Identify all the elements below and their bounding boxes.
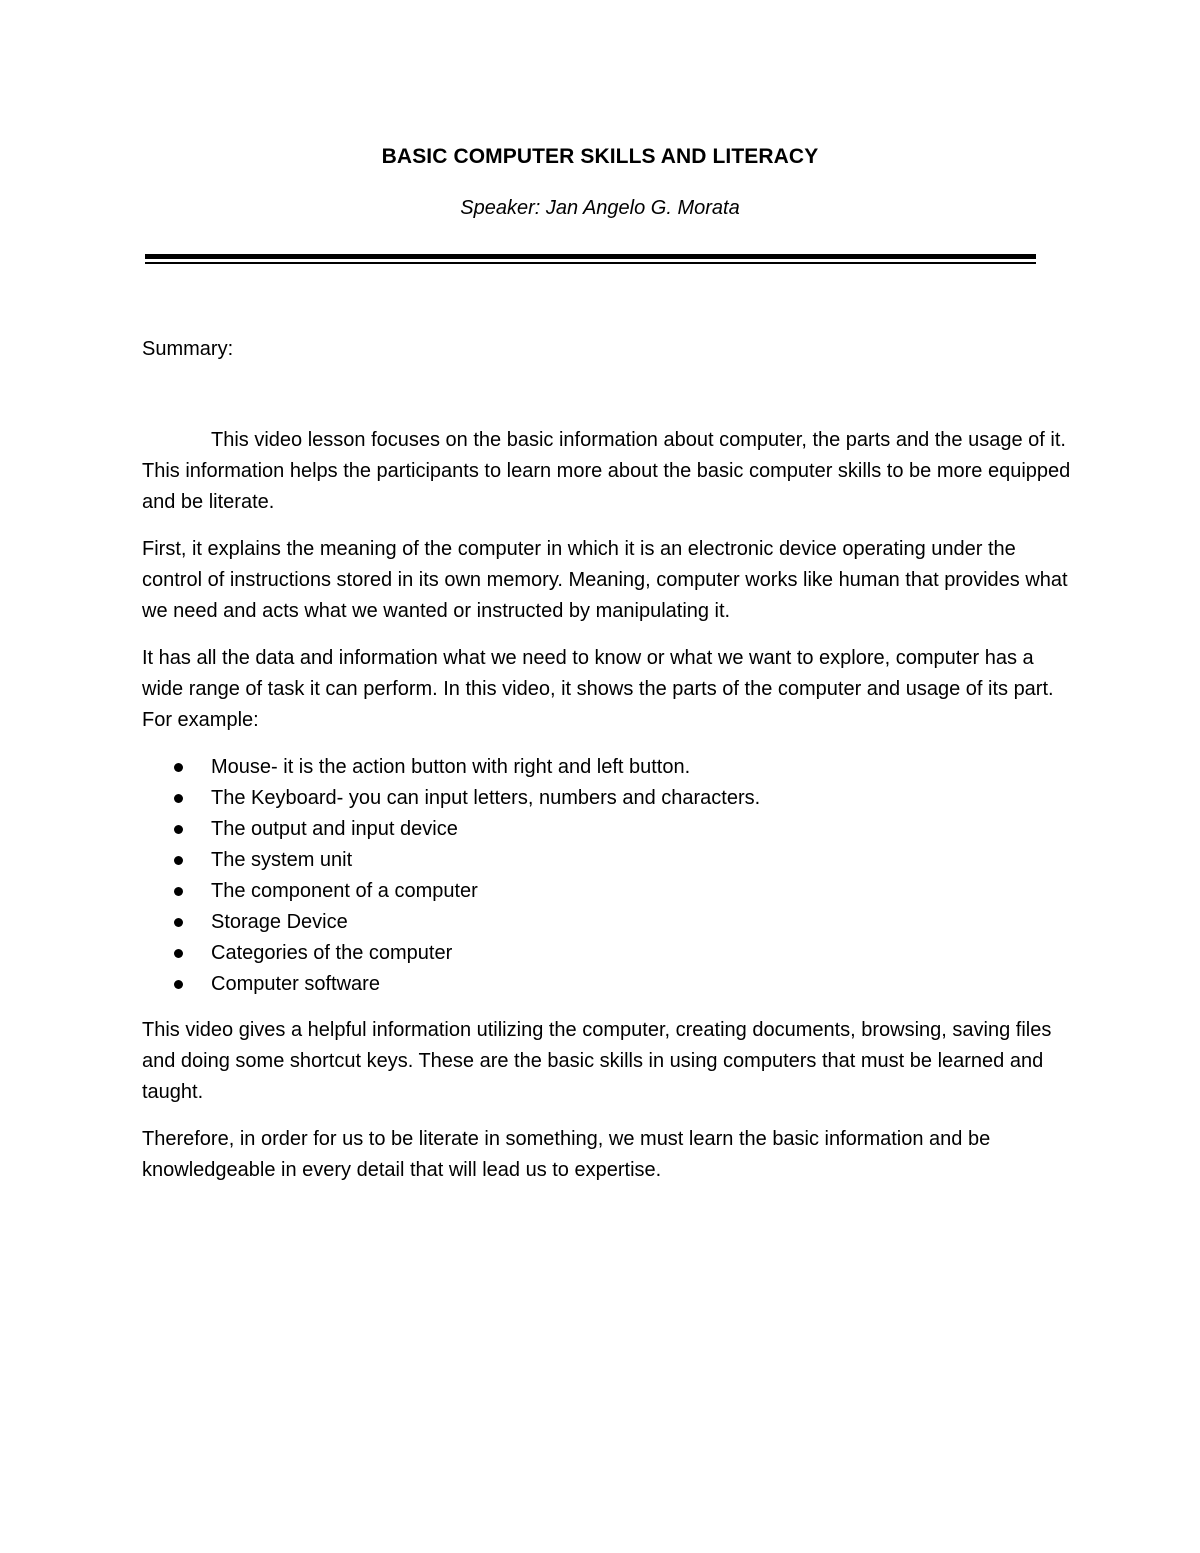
list-item-text: Computer software <box>211 973 380 995</box>
list-item <box>142 752 1072 783</box>
list-item-text: The Keyboard- you can input letters, numbers and characters. <box>211 787 761 809</box>
list-item <box>142 938 1072 969</box>
summary-label: Summary: <box>142 338 234 360</box>
bullet-icon <box>174 980 183 989</box>
bullet-icon <box>174 763 183 772</box>
list-item <box>142 845 1072 876</box>
paragraph-conclusion: Therefore, in order for us to be literate in something, we must learn the basic information and be knowledgeable in every detail that will lead us to expertise. <box>142 1128 991 1181</box>
paragraph-definition: First, it explains the meaning of the computer in which it is an electronic device operating under the control of instructions stored in its own memory. Meaning, computer works like human that provides what we need and acts what we wanted or instructed by manipulating it. <box>142 538 1068 622</box>
list-item <box>142 783 1072 814</box>
bullet-icon <box>174 949 183 958</box>
document-title: BASIC COMPUTER SKILLS AND LITERACY <box>381 145 819 168</box>
list-item-text: Mouse- it is the action button with right and left button. <box>211 756 691 778</box>
list-item-text: The component of a computer <box>211 880 478 902</box>
list-item-text: Storage Device <box>211 911 348 933</box>
list-item-text: The output and input device <box>211 818 458 840</box>
speaker-line: Speaker: Jan Angelo G. Morata <box>460 197 740 219</box>
computer-parts-list <box>142 752 1072 1000</box>
list-item <box>142 814 1072 845</box>
list-item <box>142 969 1072 1000</box>
paragraph-skills: This video gives a helpful information utilizing the computer, creating documents, browsing, saving files and doing some shortcut keys. These are the basic skills in using computers that must be learned and taught. <box>142 1019 1052 1103</box>
list-item <box>142 876 1072 907</box>
list-item-text: The system unit <box>211 849 353 871</box>
list-item-text: Categories of the computer <box>211 942 453 964</box>
paragraph-parts-intro: It has all the data and information what we need to know or what we want to explore, computer has a wide range of task it can perform. In this video, it shows the parts of the computer and usage of its part. For example: <box>142 647 1054 731</box>
bullet-icon <box>174 794 183 803</box>
bullet-icon <box>174 887 183 896</box>
bullet-icon <box>174 825 183 834</box>
list-item <box>142 907 1072 938</box>
title-divider-thick <box>145 254 1036 259</box>
bullet-icon <box>174 918 183 927</box>
title-divider-thin <box>145 262 1036 264</box>
paragraph-intro: This video lesson focuses on the basic information about computer, the parts and the usage of it. This information helps the participants to learn more about the basic computer skills to be more equipped and be literate. <box>142 429 1071 513</box>
bullet-icon <box>174 856 183 865</box>
